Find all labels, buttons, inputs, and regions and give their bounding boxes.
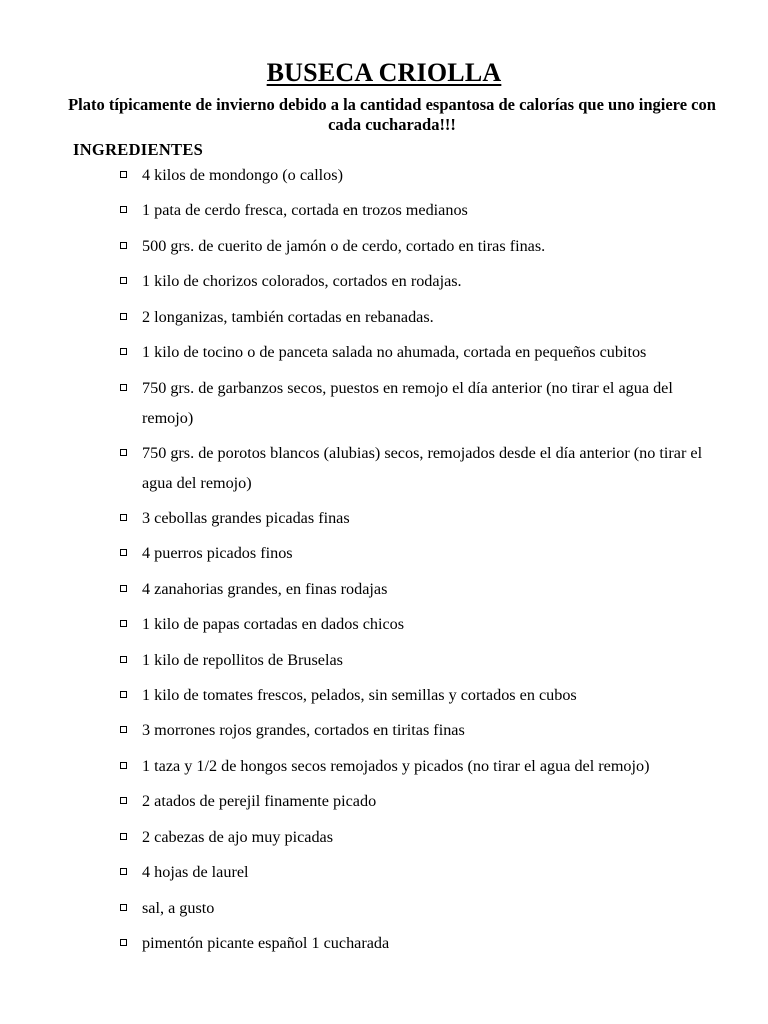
checkbox-bullet-icon [120,656,127,663]
checkbox-bullet-icon [120,277,127,284]
ingredient-item [120,822,720,852]
ingredient-text: 1 kilo de repollitos de Bruselas [142,651,343,669]
ingredient-text: 2 longanizas, también cortadas en rebanadas. [142,308,434,326]
ingredient-text: pimentón picante español 1 cucharada [142,934,390,952]
checkbox-bullet-icon [120,833,127,840]
ingredient-item [120,928,720,958]
ingredient-item [120,893,720,923]
checkbox-bullet-icon [120,206,127,213]
ingredient-text: sal, a gusto [142,899,215,917]
ingredient-item [120,786,720,816]
page-title: BUSECA CRIOLLA [266,58,502,87]
ingredient-item [120,160,720,190]
ingredient-text: 500 grs. de cuerito de jamón o de cerdo, cortado en tiras finas. [142,237,546,255]
ingredient-item [120,538,720,568]
ingredient-text: 1 pata de cerdo fresca, cortada en trozos medianos [142,201,468,219]
ingredient-item [120,680,720,710]
checkbox-bullet-icon [120,762,127,769]
checkbox-bullet-icon [120,514,127,521]
ingredient-item [120,231,720,261]
checkbox-bullet-icon [120,620,127,627]
checkbox-bullet-icon [120,585,127,592]
checkbox-bullet-icon [120,726,127,733]
ingredient-text: 1 kilo de tomates frescos, pelados, sin semillas y cortados en cubos [142,686,577,704]
ingredient-item [120,337,720,367]
ingredients-heading: INGREDIENTES [73,140,204,159]
ingredient-text: 4 hojas de laurel [142,863,249,881]
checkbox-bullet-icon [120,171,127,178]
ingredient-item [120,503,720,533]
ingredient-item [120,645,720,675]
ingredient-item [120,302,720,332]
checkbox-bullet-icon [120,797,127,804]
ingredient-text: 750 grs. de garbanzos secos, puestos en remojo el día anterior (no tirar el agua del remojo) [142,379,673,427]
ingredient-text: 2 atados de perejil finamente picado [142,792,377,810]
ingredient-item [120,266,720,296]
ingredient-item [120,857,720,887]
ingredient-text: 3 morrones rojos grandes, cortados en tiritas finas [142,721,465,739]
ingredient-text: 1 kilo de papas cortadas en dados chicos [142,615,405,633]
ingredient-item [120,574,720,604]
ingredient-item [120,373,720,433]
ingredient-text: 4 kilos de mondongo (o callos) [142,166,343,184]
checkbox-bullet-icon [120,868,127,875]
checkbox-bullet-icon [120,242,127,249]
checkbox-bullet-icon [120,904,127,911]
ingredient-item [120,195,720,225]
checkbox-bullet-icon [120,691,127,698]
ingredient-item [120,751,720,781]
ingredient-text: 3 cebollas grandes picadas finas [142,509,350,527]
ingredient-item [120,715,720,745]
ingredient-text: 1 kilo de chorizos colorados, cortados en rodajas. [142,272,462,290]
ingredient-text: 4 zanahorias grandes, en finas rodajas [142,580,388,598]
checkbox-bullet-icon [120,313,127,320]
ingredient-text: 2 cabezas de ajo muy picadas [142,828,334,846]
ingredient-item [120,438,720,498]
ingredient-text: 1 kilo de tocino o de panceta salada no ahumada, cortada en pequeños cubitos [142,343,647,361]
page-subtitle: Plato típicamente de invierno debido a la cantidad espantosa de calorías que uno ingiere con cada cucharada!!! [68,95,716,134]
checkbox-bullet-icon [120,384,127,391]
ingredient-item [120,609,720,639]
checkbox-bullet-icon [120,549,127,556]
checkbox-bullet-icon [120,449,127,456]
checkbox-bullet-icon [120,939,127,946]
ingredient-text: 750 grs. de porotos blancos (alubias) secos, remojados desde el día anterior (no tirar el agua del remojo) [142,444,703,492]
checkbox-bullet-icon [120,348,127,355]
ingredient-text: 1 taza y 1/2 de hongos secos remojados y picados (no tirar el agua del remojo) [142,757,650,775]
ingredient-text: 4 puerros picados finos [142,544,293,562]
